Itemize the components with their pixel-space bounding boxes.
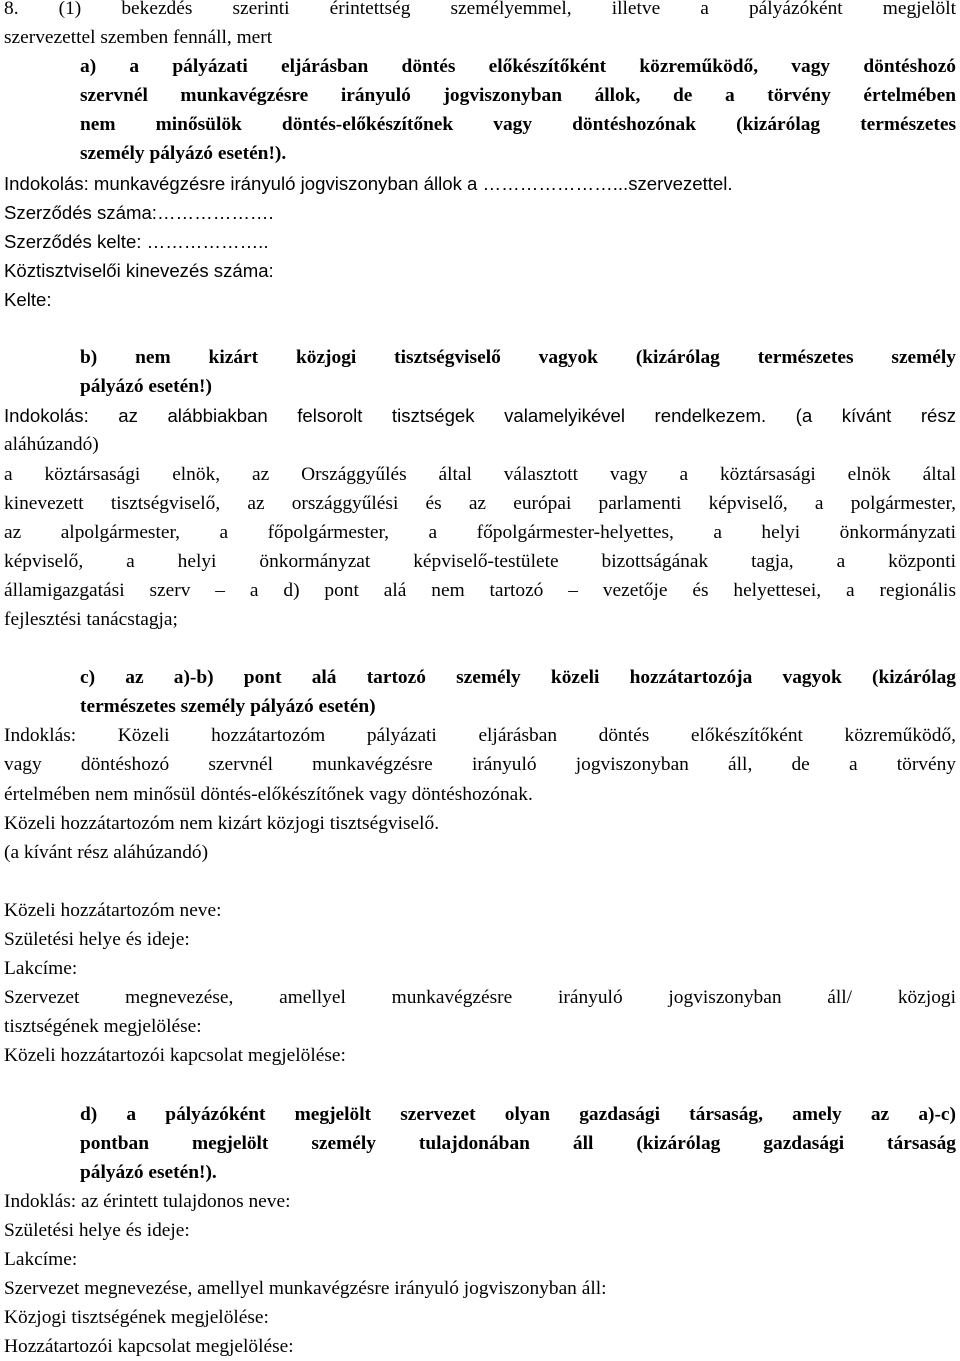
item-c-fields	[4, 896, 956, 1071]
intro-line: 8. (1) bekezdés szerinti érintettség személyemmel, illetve a pályázóként megjelölt	[4, 0, 956, 19]
spacer	[4, 634, 956, 663]
spacer	[4, 1070, 956, 1099]
item-b-body-line: fejlesztési tanácstagja;	[4, 608, 178, 630]
item-d-fields	[4, 1187, 956, 1361]
item-c-body-line: Közeli hozzátartozóm nem kizárt közjogi tisztségviselő.	[4, 812, 440, 834]
item-c-body	[4, 721, 956, 866]
item-b-body-line: Indokolás: az alábbiakban felsorolt tisztségek valamelyikével rendelkezem. (a kívánt rész	[4, 405, 956, 427]
item-d-heading-line: pontban megjelölt személy tulajdonában áll (kizárólag gazdasági társaság	[80, 1132, 956, 1154]
item-a-heading	[4, 52, 956, 168]
field-indokolas: Indokolás: munkavégzésre irányuló jogviszonyban állok a …………………...szervezettel.	[4, 172, 733, 194]
item-b-heading-line: b) nem kizárt közjogi tisztségviselő vagyok (kizárólag természetes személy	[80, 347, 956, 369]
field-szuletesi-hely: Születési helye és ideje:	[4, 929, 190, 950]
field-lakcim: Lakcíme:	[4, 1249, 78, 1271]
item-b-body-line: kinevezett tisztségviselő, az országgyűlési és az európai parlamenti képviselő, a polgármester,	[4, 492, 956, 514]
item-a-heading-line: a) a pályázati eljárásban döntés előkészítőként közreműködő, vagy döntéshozó	[80, 56, 956, 78]
item-b-heading	[4, 343, 956, 401]
item-b-body-line: az alpolgármester, a főpolgármester, a főpolgármester-helyettes, a helyi önkormányzati	[4, 521, 956, 543]
item-c-body-line: értelmében nem minősül döntés-előkészítőnek vagy döntéshozónak.	[4, 783, 533, 805]
field-tisztseg: Közjogi tisztségének megjelölése:	[4, 1307, 269, 1329]
item-b-body	[4, 401, 956, 634]
item-c-heading	[4, 663, 956, 721]
field-lakcim: Lakcíme:	[4, 958, 78, 980]
item-c-body-line: (a kívánt rész aláhúzandó)	[4, 841, 209, 863]
item-d-heading	[4, 1100, 956, 1187]
spacer	[4, 314, 956, 343]
field-kelte: Kelte:	[4, 288, 52, 310]
section-8	[4, 0, 956, 1361]
field-tulajdonos-neve: Indoklás: az érintett tulajdonos neve:	[4, 1190, 291, 1212]
item-d-heading-line: pályázó esetén!).	[80, 1161, 217, 1183]
item-a-heading-line: nem minősülök döntés-előkészítőnek vagy döntéshozónak (kizárólag természetes	[80, 114, 956, 136]
item-b-body-line: képviselő, a helyi önkormányzat képviselő-testülete bizottságának tagja, a központi	[4, 550, 956, 572]
field-szervezet: Szervezet megnevezése, amellyel munkavégzésre irányuló jogviszonyban áll:	[4, 1278, 607, 1300]
spacer	[4, 867, 956, 896]
field-hozzatartozo-neve: Közeli hozzátartozóm neve:	[4, 899, 222, 921]
field-szerzodes-kelte: Szerződés kelte: ………………..	[4, 230, 269, 252]
field-kapcsolat: Közeli hozzátartozói kapcsolat megjelölése:	[4, 1045, 346, 1067]
item-c-heading-line: természetes személy pályázó esetén)	[80, 696, 376, 718]
field-szerzodes-szama: Szerződés száma:……………….	[4, 201, 274, 223]
item-a-fields	[4, 169, 956, 314]
field-kapcsolat: Hozzátartozói kapcsolat megjelölése:	[4, 1336, 294, 1358]
item-b-body-line: a köztársasági elnök, az Országgyűlés által választott vagy a köztársasági elnök által	[4, 463, 956, 485]
item-c-body-line: vagy döntéshozó szervnél munkavégzésre irányuló jogviszonyban áll, de a törvény	[4, 754, 956, 776]
item-b-body-line: aláhúzandó)	[4, 434, 99, 456]
field-tisztseg: tisztségének megjelölése:	[4, 1016, 202, 1038]
field-kinevezes-szama: Köztisztviselői kinevezés száma:	[4, 259, 274, 281]
item-b-body-line: államigazgatási szerv – a d) pont alá nem tartozó – vezetője és helyettesei, a regionális	[4, 579, 956, 601]
item-d-heading-line: d) a pályázóként megjelölt szervezet olyan gazdasági társaság, amely az a)-c)	[80, 1103, 956, 1125]
field-szuletesi-hely: Születési helye és ideje:	[4, 1219, 190, 1241]
item-b-heading-line: pályázó esetén!)	[80, 376, 212, 398]
field-szervezet: Szervezet megnevezése, amellyel munkavégzésre irányuló jogviszonyban áll/ közjogi	[4, 987, 956, 1009]
item-a-heading-line: szervnél munkavégzésre irányuló jogviszonyban állok, de a törvény értelmében	[80, 85, 956, 107]
item-a-heading-line: személy pályázó esetén!).	[80, 143, 287, 165]
item-c-heading-line: c) az a)-b) pont alá tartozó személy közeli hozzátartozója vagyok (kizárólag	[80, 667, 956, 689]
item-c-body-line: Indoklás: Közeli hozzátartozóm pályázati eljárásban döntés előkészítőként közreműködő,	[4, 725, 956, 747]
intro-line: szervezettel szemben fennáll, mert	[4, 27, 273, 49]
